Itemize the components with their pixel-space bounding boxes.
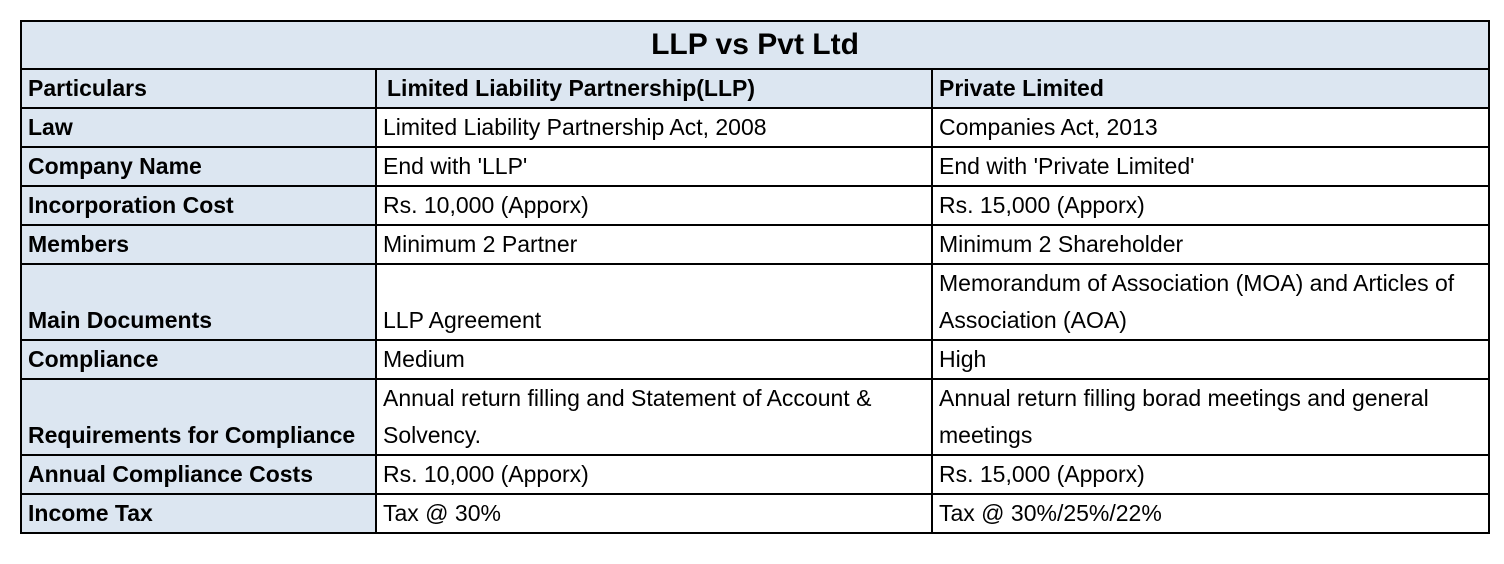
- llp-cell: Limited Liability Partnership Act, 2008: [376, 108, 932, 147]
- table-title: LLP vs Pvt Ltd: [21, 21, 1489, 69]
- llp-cell: LLP Agreement: [376, 264, 932, 340]
- pvt-cell: Tax @ 30%/25%/22%: [932, 494, 1489, 533]
- pvt-cell: Rs. 15,000 (Apporx): [932, 455, 1489, 494]
- header-particulars: Particulars: [21, 69, 376, 108]
- pvt-cell: Memorandum of Association (MOA) and Articles of Association (AOA): [932, 264, 1489, 340]
- title-row: [21, 21, 1489, 69]
- pvt-cell: End with 'Private Limited': [932, 147, 1489, 186]
- table-row: [21, 225, 1489, 264]
- llp-cell: Annual return filling and Statement of Account & Solvency.: [376, 379, 932, 455]
- row-label: Main Documents: [21, 264, 376, 340]
- pvt-cell: Rs. 15,000 (Apporx): [932, 186, 1489, 225]
- row-label: Incorporation Cost: [21, 186, 376, 225]
- table-row: [21, 455, 1489, 494]
- table-row: [21, 264, 1489, 340]
- row-label: Requirements for Compliance: [21, 379, 376, 455]
- pvt-cell: Minimum 2 Shareholder: [932, 225, 1489, 264]
- row-label: Income Tax: [21, 494, 376, 533]
- row-label: Members: [21, 225, 376, 264]
- header-private-limited: Private Limited: [932, 69, 1489, 108]
- table-row: [21, 340, 1489, 379]
- row-label: Annual Compliance Costs: [21, 455, 376, 494]
- table-row: [21, 147, 1489, 186]
- llp-cell: End with 'LLP': [376, 147, 932, 186]
- llp-cell: Rs. 10,000 (Apporx): [376, 186, 932, 225]
- table-row: [21, 379, 1489, 455]
- header-llp: Limited Liability Partnership(LLP): [376, 69, 932, 108]
- llp-cell: Medium: [376, 340, 932, 379]
- row-label: Law: [21, 108, 376, 147]
- llp-cell: Rs. 10,000 (Apporx): [376, 455, 932, 494]
- pvt-cell: High: [932, 340, 1489, 379]
- llp-cell: Tax @ 30%: [376, 494, 932, 533]
- pvt-cell: Companies Act, 2013: [932, 108, 1489, 147]
- table-row: [21, 108, 1489, 147]
- row-label: Company Name: [21, 147, 376, 186]
- table-row: [21, 186, 1489, 225]
- pvt-cell: Annual return filling borad meetings and general meetings: [932, 379, 1489, 455]
- llp-cell: Minimum 2 Partner: [376, 225, 932, 264]
- table-row: [21, 494, 1489, 533]
- header-row: [21, 69, 1489, 108]
- row-label: Compliance: [21, 340, 376, 379]
- comparison-table: [20, 20, 1490, 534]
